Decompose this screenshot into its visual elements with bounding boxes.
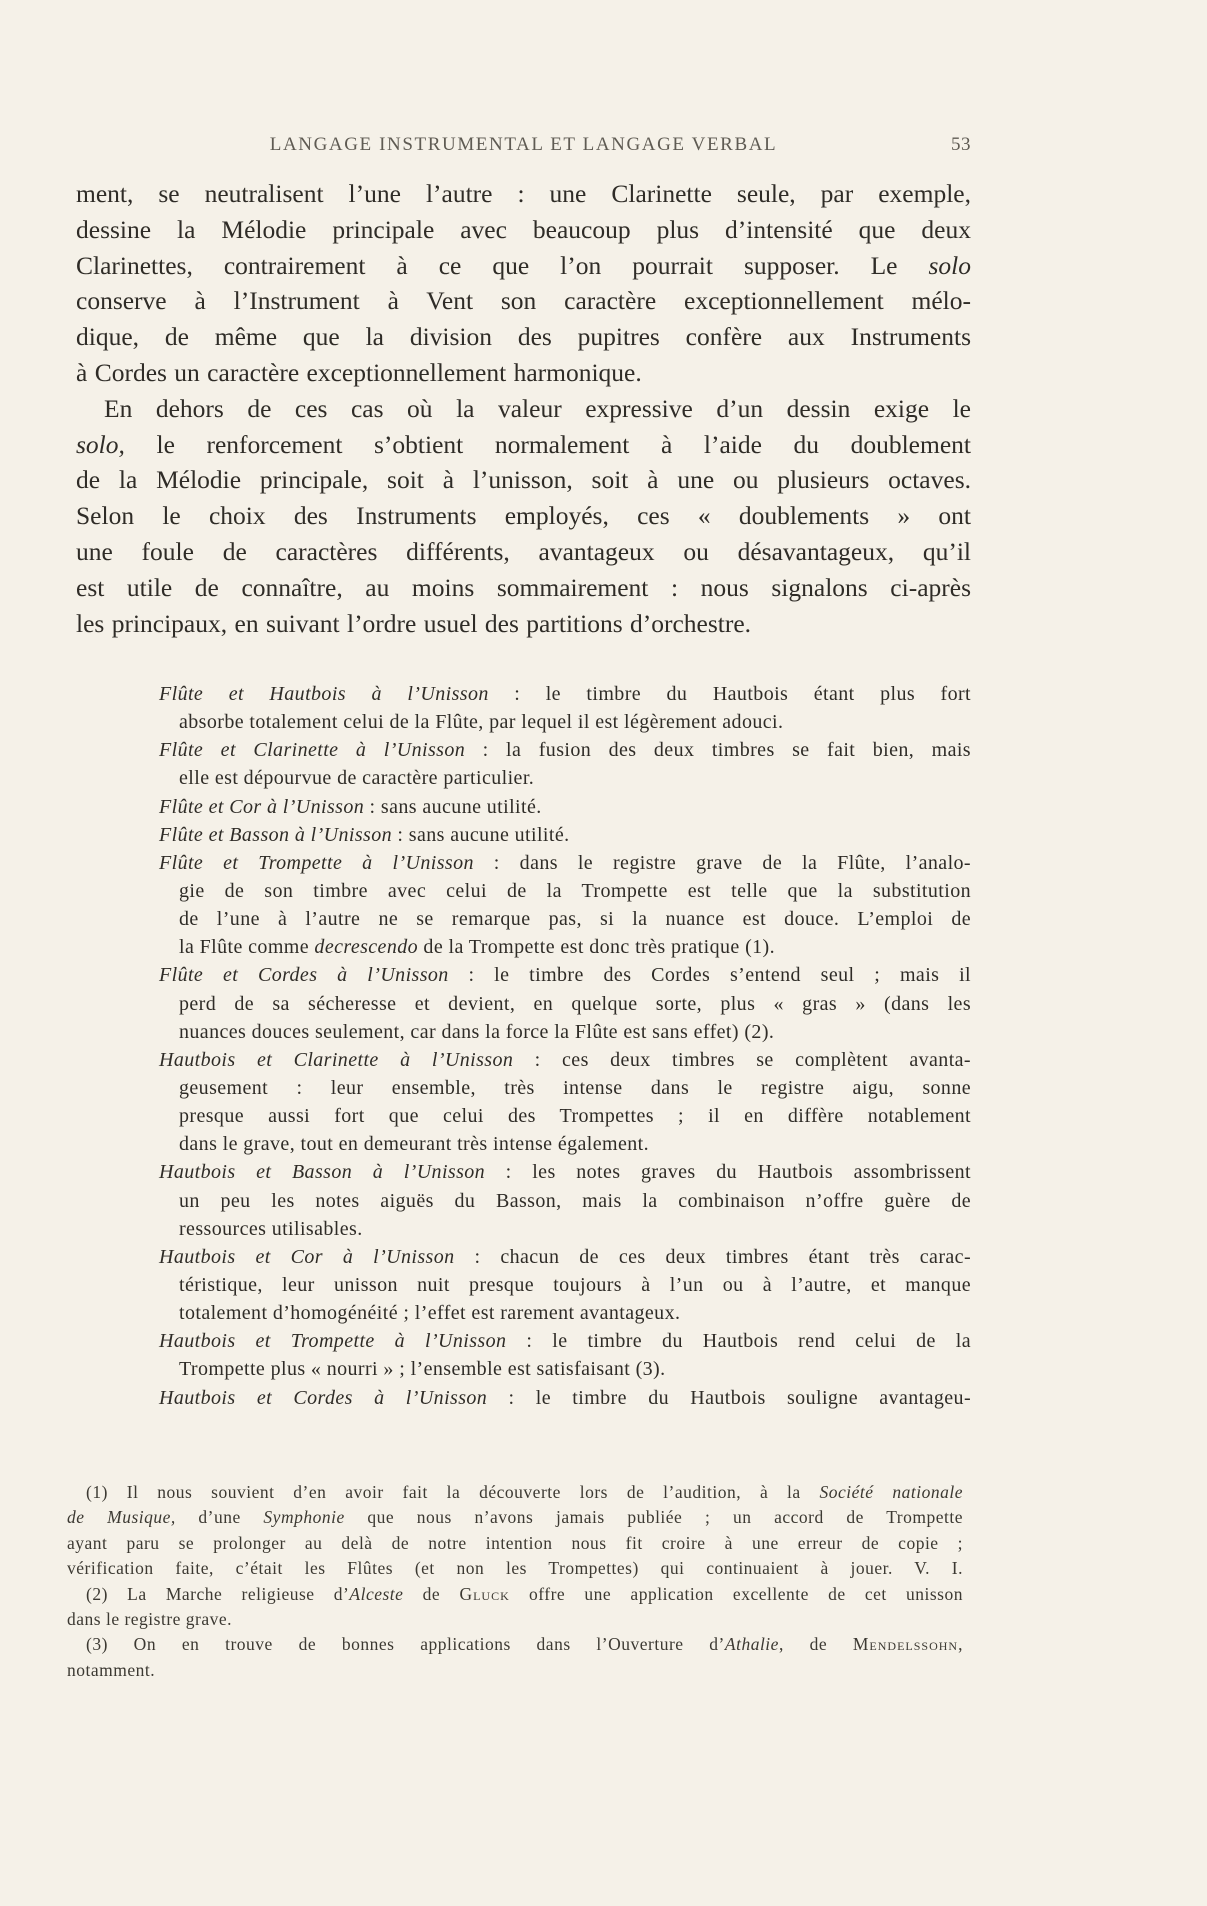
example-line: Hautbois et Clarinette à l’Unisson : ces deux timbres se complètent avanta- (159, 1048, 971, 1071)
example-entry (76, 1243, 971, 1327)
footnote-3 (67, 1632, 963, 1683)
text-line: conserve à l’Instrument à Vent son caractère exceptionnellement mélo- (76, 286, 971, 316)
unison-examples (76, 680, 971, 1412)
running-title: LANGAGE INSTRUMENTAL ET LANGAGE VERBAL (269, 134, 778, 155)
composer-name: Mendelssohn (852, 1634, 959, 1655)
text-line: est utile de connaître, au moins sommairement : nous signalons ci-après (76, 572, 971, 602)
footnotes (67, 1480, 963, 1683)
example-line: Flûte et Cor à l’Unisson : sans aucune utilité. (159, 795, 542, 818)
footnote-line: notamment. (67, 1659, 156, 1680)
italic-term: solo, (76, 429, 125, 459)
text-segment: Clarinettes, contrairement à ce que l’on pourrait supposer. Le (76, 250, 898, 280)
footnote-line: (2) La Marche religieuse d’Alceste de Gluck offre une application excellente de cet unisson (86, 1583, 963, 1604)
example-title: Flûte et Trompette à l’Unisson (159, 851, 474, 874)
text-line: ment, se neutralisent l’une l’autre : une Clarinette seule, par exemple, (76, 179, 971, 208)
example-title: Hautbois et Basson à l’Unisson (159, 1161, 486, 1184)
example-title: Flûte et Cordes à l’Unisson (159, 964, 449, 987)
footnote-line: (1) Il nous souvient d’en avoir fait la découverte lors de l’audition, à la Société nationale (86, 1482, 963, 1502)
footnote-line: de Musique, d’une Symphonie que nous n’avons jamais publiée ; un accord de Trompette (67, 1507, 963, 1528)
example-title: Flûte et Hautbois à l’Unisson (159, 683, 489, 705)
text-line (76, 427, 971, 463)
italic-term: Société nationale (819, 1482, 963, 1502)
text-line: dessine la Mélodie principale avec beaucoup plus d’intensité que deux (76, 214, 971, 244)
example-line: absorbe totalement celui de la Flûte, par lequel il est légèrement adouci. (179, 711, 784, 734)
footnote-1 (67, 1480, 963, 1582)
example-entry (76, 793, 971, 821)
example-line: elle est dépourvue de caractère particulier. (179, 767, 535, 790)
example-line: Flûte et Cordes à l’Unisson : le timbre des Cordes s’entend seul ; mais il (159, 964, 971, 987)
text-line (76, 248, 971, 284)
example-entry (76, 736, 971, 792)
example-line: la Flûte comme decrescendo de la Trompette est donc très pratique (1). (179, 936, 775, 959)
example-line: Hautbois et Basson à l’Unisson : les notes graves du Hautbois assombrissent (159, 1161, 971, 1184)
example-line: geusement : leur ensemble, très intense dans le registre aigu, sonne (179, 1076, 971, 1099)
example-line: presque aussi fort que celui des Trompettes ; il en diffère notablement (179, 1105, 971, 1128)
example-title: Flûte et Basson à l’Unisson (159, 823, 393, 846)
text-line: Selon le choix des Instruments employés, ces « doublements » ont (76, 501, 971, 531)
text-segment: le renforcement s’obtient normalement à l’aide du doublement (124, 429, 971, 459)
footnote-line: dans le registre grave. (67, 1608, 233, 1629)
paragraph (76, 391, 971, 642)
italic-term: de Musique, (67, 1507, 176, 1528)
example-line: nuances douces seulement, car dans la force la Flûte est sans effet) (2). (179, 1020, 775, 1043)
example-entry (76, 1384, 971, 1412)
paragraph (76, 176, 971, 391)
example-line: gie de son timbre avec celui de la Trompette est telle que la substitution (179, 879, 971, 902)
example-title: Hautbois et Cor à l’Unisson (159, 1245, 455, 1268)
example-line: dans le grave, tout en demeurant très intense également. (179, 1133, 650, 1156)
italic-term: Athalie (724, 1634, 779, 1655)
example-line: totalement d’homogénéité ; l’effet est rarement avantageux. (179, 1302, 681, 1325)
example-title: Flûte et Clarinette à l’Unisson (159, 739, 466, 762)
footnote-line: ayant paru se prolonger au delà de notre intention nous fit croire à une erreur de copie ; (67, 1532, 963, 1553)
text-line: de la Mélodie principale, soit à l’unisson, soit à une ou plusieurs octaves. (76, 465, 971, 495)
text-line: dique, de même que la division des pupitres confère aux Instruments (76, 322, 971, 352)
main-text (76, 176, 971, 641)
example-line: Hautbois et Cordes à l’Unisson : le timbre du Hautbois souligne avantageu- (159, 1386, 971, 1409)
example-title: Hautbois et Cordes à l’Unisson (159, 1386, 488, 1409)
page-number: 53 (951, 134, 971, 155)
example-line: de l’une à l’autre ne se remarque pas, si la nuance est douce. L’emploi de (179, 908, 971, 931)
footnote-line: vérification faite, c’était les Flûtes (et non les Trompettes) qui continuaient à jouer. V. I. (67, 1558, 963, 1579)
example-title: Hautbois et Clarinette à l’Unisson (159, 1048, 514, 1071)
example-entry (76, 680, 971, 736)
example-line: Flûte et Trompette à l’Unisson : dans le registre grave de la Flûte, l’analo- (159, 851, 971, 874)
example-entry (76, 961, 971, 1045)
italic-term: Alceste (349, 1583, 404, 1604)
composer-name: Gluck (459, 1583, 510, 1604)
example-line: Flûte et Clarinette à l’Unisson : la fusion des deux timbres se fait bien, mais (159, 739, 971, 762)
example-entry (76, 849, 971, 962)
example-line: Hautbois et Cor à l’Unisson : chacun de ces deux timbres étant très carac- (159, 1245, 971, 1268)
example-entry (76, 1046, 971, 1159)
example-line: Hautbois et Trompette à l’Unisson : le timbre du Hautbois rend celui de la (159, 1330, 971, 1353)
example-title: Hautbois et Trompette à l’Unisson (159, 1330, 507, 1353)
text-line: les principaux, en suivant l’ordre usuel des partitions d’orchestre. (76, 608, 752, 638)
example-line: Flûte et Basson à l’Unisson : sans aucune utilité. (159, 823, 570, 846)
footnote-line: (3) On en trouve de bonnes applications dans l’Ouverture d’Athalie, de Mendelssohn, (86, 1634, 963, 1655)
example-line: perd de sa sécheresse et devient, en quelque sorte, plus « gras » (dans les (179, 992, 971, 1015)
text-line: En dehors de ces cas où la valeur expressive d’un dessin exige le (104, 393, 971, 423)
example-line: un peu les notes aiguës du Basson, mais la combinaison n’offre guère de (179, 1189, 971, 1212)
example-line: Trompette plus « nourri » ; l’ensemble est satisfaisant (3). (179, 1358, 666, 1381)
example-line: Flûte et Hautbois à l’Unisson : le timbre du Hautbois étant plus fort (159, 683, 971, 705)
text-line: à Cordes un caractère exceptionnellement harmonique. (76, 357, 642, 387)
example-title: Flûte et Cor à l’Unisson (159, 795, 365, 818)
italic-term: Symphonie (263, 1507, 345, 1528)
running-head (76, 134, 971, 162)
example-line: téristique, leur unisson nuit presque toujours à l’un ou à l’autre, et manque (179, 1273, 971, 1296)
italic-term: solo (928, 250, 971, 280)
text-line: une foule de caractères différents, avantageux ou désavantageux, qu’il (76, 536, 971, 566)
example-line: ressources utilisables. (179, 1217, 363, 1240)
italic-term: decrescendo (314, 936, 419, 959)
example-entry (76, 1327, 971, 1383)
example-entry (76, 821, 971, 849)
footnote-2 (67, 1582, 963, 1633)
example-entry (76, 1158, 971, 1242)
